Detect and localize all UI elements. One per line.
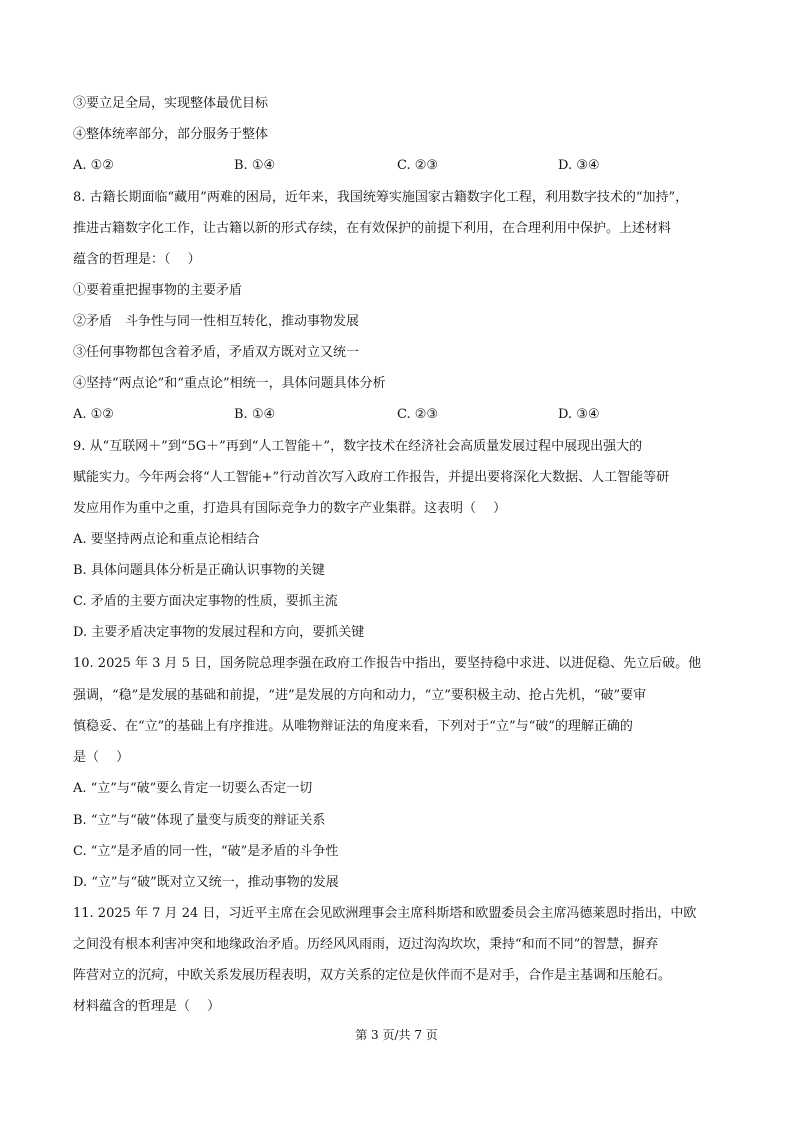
q10-option-b: B. “立”与“破”体现了量变与质变的辩证关系	[73, 813, 326, 828]
q9-stem-line-2: 赋能实力。今年两会将“人工智能+”行动首次写入政府工作报告，并提出要将深化大数据、人工智能等研	[73, 470, 670, 485]
prev-option-c: C. ②③	[397, 158, 439, 173]
q10-option-a: A. “立”与“破”要么肯定一切要么否定一切	[73, 781, 313, 796]
q9-option-c: C. 矛盾的主要方面决定事物的性质，要抓主流	[73, 594, 338, 609]
q11-stem-line-1: 11. 2025 年 7 月 24 日，习近平主席在会见欧洲理事会主席科斯塔和欧盟委员会主席冯德莱恩时指出，中欧	[73, 906, 697, 921]
q9-stem-line-3: 发应用作为重中之重，打造具有国际竞争力的数字产业集群。这表明（ ）	[73, 501, 507, 516]
prev-option-a: A. ①②	[73, 158, 114, 173]
q11-stem-line-2: 之间没有根本利害冲突和地缘政治矛盾。历经风风雨雨，迈过沟沟坎坎，秉持“和而不同”的智慧，摒弃	[73, 937, 659, 952]
prev-option-b: B. ①④	[234, 158, 276, 173]
q10-option-d: D. “立”与“破”既对立又统一，推动事物的发展	[73, 875, 339, 890]
page-footer: 第 3 页/共 7 页	[355, 1028, 438, 1042]
q8-option-d: D. ③④	[558, 407, 600, 422]
q8-item-1: ①要着重把握事物的主要矛盾	[73, 283, 243, 298]
q8-option-c: C. ②③	[397, 407, 439, 422]
prev-item-3: ③要立足全局，实现整体最优目标	[73, 96, 269, 111]
q8-stem-line-2: 推进古籍数字化工作，让古籍以新的形式存续，在有效保护的前提下利用，在合理利用中保护。上述材料	[73, 221, 672, 236]
prev-item-4: ④整体统率部分，部分服务于整体	[73, 127, 269, 142]
q10-stem-line-4: 是（ ）	[73, 750, 130, 765]
q11-stem-line-3: 阵营对立的沉疴，中欧关系发展历程表明，双方关系的定位是伙伴而不是对手，合作是主基调和压舱石。	[73, 968, 672, 983]
q8-option-a: A. ①②	[73, 407, 114, 422]
q8-item-3: ③任何事物都包含着矛盾，矛盾双方既对立又统一	[73, 345, 360, 360]
q8-stem-line-3: 蕴含的哲理是：（ ）	[73, 252, 201, 267]
q11-stem-line-4: 材料蕴含的哲理是（ ）	[73, 999, 221, 1014]
q9-stem-line-1: 9. 从“互联网＋”到“5G＋”再到“人工智能＋”，数字技术在经济社会高质量发展过程中展现出强大的	[73, 439, 643, 454]
q8-item-2: ②矛盾 斗争性与同一性相互转化，推动事物发展	[73, 314, 360, 329]
q8-option-b: B. ①④	[234, 407, 276, 422]
prev-option-d: D. ③④	[558, 158, 600, 173]
q8-item-4: ④坚持“两点论”和“重点论”相统一，具体问题具体分析	[73, 376, 386, 391]
q10-stem-line-2: 强调，“稳”是发展的基础和前提，“进”是发展的方向和动力，“立”要积极主动、抢占先机，“破”要审	[73, 688, 647, 703]
q10-option-c: C. “立”是矛盾的同一性，“破”是矛盾的斗争性	[73, 844, 339, 859]
q8-stem-line-1: 8. 古籍长期面临“藏用”两难的困局，近年来，我国统筹实施国家古籍数字化工程，利用数字技术的“加持”，	[73, 190, 689, 205]
q9-option-a: A. 要坚持两点论和重点论相结合	[73, 532, 260, 547]
q10-stem-line-1: 10. 2025 年 3 月 5 日，国务院总理李强在政府工作报告中指出，要坚持稳中求进、以进促稳、先立后破。他	[73, 656, 702, 671]
q9-option-d: D. 主要矛盾决定事物的发展过程和方向，要抓关键	[73, 625, 365, 640]
q10-stem-line-3: 慎稳妥、在“立”的基础上有序推进。从唯物辩证法的角度来看，下列对于“立”与“破”的理解正确的	[73, 719, 633, 734]
q9-option-b: B. 具体问题具体分析是正确认识事物的关键	[73, 563, 325, 578]
